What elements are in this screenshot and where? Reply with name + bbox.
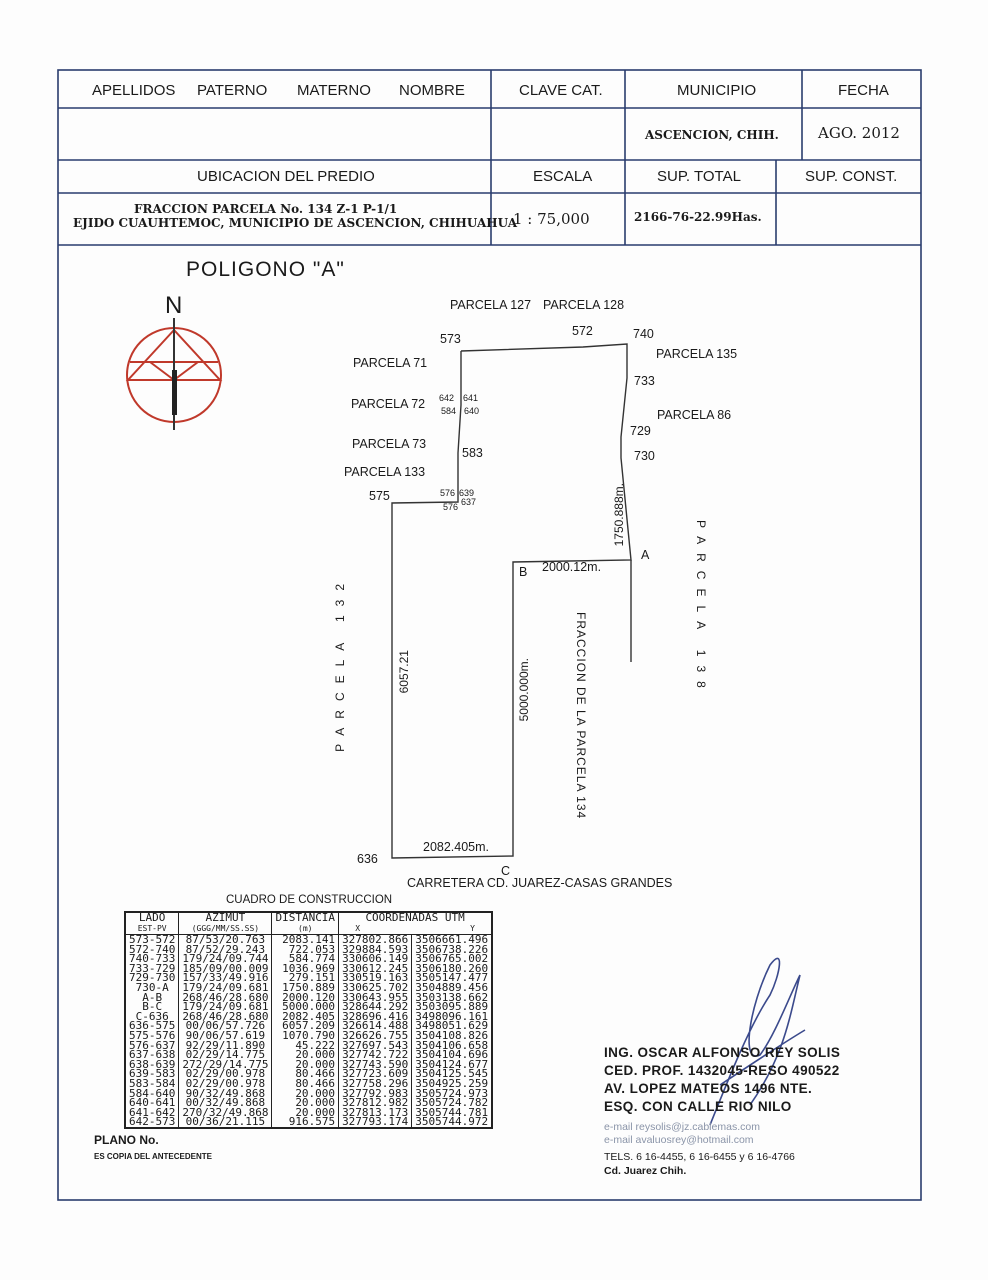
- plano-no-label: PLANO No.: [94, 1133, 159, 1147]
- cell-azimut: 02/29/00.978: [179, 1079, 272, 1089]
- col-materno: MATERNO: [297, 82, 371, 99]
- col-nombre: NOMBRE: [399, 82, 465, 99]
- vertex-b: B: [519, 565, 528, 579]
- cell-distancia: 20.000: [272, 1060, 339, 1070]
- engineer-address-2: ESQ. CON CALLE RIO NILO: [604, 1099, 792, 1114]
- col-ubicacion: UBICACION DEL PREDIO: [197, 168, 375, 185]
- cell-y: 3505744.781: [412, 1108, 492, 1118]
- col-escala: ESCALA: [533, 168, 593, 185]
- cell-y: 3506738.226: [412, 945, 492, 955]
- vertex-740: 740: [633, 327, 654, 341]
- label-parcela-71: PARCELA 71: [353, 356, 428, 370]
- cell-x: 330606.149: [339, 954, 412, 964]
- cell-x: 328644.292: [339, 1002, 412, 1012]
- copia-label: ES COPIA DEL ANTECEDENTE: [94, 1152, 212, 1161]
- cell-x: 330643.955: [339, 993, 412, 1003]
- th-lado: LADO EST-PV: [125, 912, 179, 935]
- vertex-639: 639: [459, 488, 475, 498]
- cell-y: 3505724.782: [412, 1098, 492, 1108]
- vertex-636: 636: [357, 852, 378, 866]
- cell-lado: 584-640: [125, 1089, 179, 1099]
- label-parcela-135: PARCELA 135: [656, 347, 738, 361]
- cell-lado: 730-A: [125, 983, 179, 993]
- distance-a-b: 2000.12m.: [542, 560, 602, 574]
- cell-azimut: 268/46/28.680: [179, 1012, 272, 1022]
- label-parcela-86: PARCELA 86: [657, 408, 732, 422]
- cell-x: 327758.296: [339, 1079, 412, 1089]
- cell-distancia: 722.053: [272, 945, 339, 955]
- label-fraccion: FRACCION DE LA PARCELA 134: [574, 612, 588, 820]
- cell-distancia: 80.466: [272, 1079, 339, 1089]
- ubicacion-line-1: FRACCION PARCELA No. 134 Z-1 P-1/1: [134, 202, 398, 216]
- vertex-642: 642: [439, 393, 455, 403]
- label-parcela-73: PARCELA 73: [352, 437, 427, 451]
- cell-distancia: 80.466: [272, 1069, 339, 1079]
- distance-730-a: 1750.888m.: [612, 483, 626, 547]
- telephones: TELS. 6 16-4455, 6 16-6455 y 6 16-4766: [604, 1151, 795, 1163]
- cell-x: 329884.593: [339, 945, 412, 955]
- cell-lado: 733-729: [125, 964, 179, 974]
- cell-lado: 573-572: [125, 935, 179, 945]
- th-coordenadas: COORDENADAS UTM X Y: [339, 912, 493, 935]
- label-parcela-138: PARCELA 138: [694, 520, 708, 697]
- cell-lado: 641-642: [125, 1108, 179, 1118]
- cell-x: 327723.609: [339, 1069, 412, 1079]
- cell-distancia: 2082.405: [272, 1012, 339, 1022]
- col-clave: CLAVE CAT.: [519, 82, 603, 99]
- cell-distancia: 45.222: [272, 1041, 339, 1051]
- col-fecha: FECHA: [838, 82, 889, 99]
- cell-lado: 572-740: [125, 945, 179, 955]
- label-parcela-132: PARCELA 132: [333, 575, 347, 752]
- vertex-584: 584: [441, 406, 457, 416]
- label-parcela-133: PARCELA 133: [344, 465, 426, 479]
- engineer-cedula: CED. PROF. 1432045-RESO 490522: [604, 1063, 840, 1078]
- vertex-583: 583: [462, 446, 483, 460]
- cell-x: 327812.982: [339, 1098, 412, 1108]
- cell-distancia: 2000.120: [272, 993, 339, 1003]
- col-paterno: PATERNO: [197, 82, 268, 99]
- cell-x: 326626.755: [339, 1031, 412, 1041]
- cell-y: 3505147.477: [412, 973, 492, 983]
- cell-lado: 729-730: [125, 973, 179, 983]
- cell-lado: 740-733: [125, 954, 179, 964]
- table-row: [125, 1117, 492, 1128]
- cell-y: 3505724.973: [412, 1089, 492, 1099]
- cell-distancia: 20.000: [272, 1108, 339, 1118]
- vertex-576b: 576: [443, 502, 459, 512]
- cell-y: 3504925.259: [412, 1079, 492, 1089]
- cell-distancia: 20.000: [272, 1089, 339, 1099]
- label-parcela-128: PARCELA 128: [543, 298, 625, 312]
- cell-distancia: 1070.790: [272, 1031, 339, 1041]
- cell-distancia: 1036.969: [272, 964, 339, 974]
- distance-c-636: 2082.405m.: [423, 840, 490, 854]
- cell-azimut: 157/33/49.916: [179, 973, 272, 983]
- email-1: e-mail reysolis@jz.cablemas.com: [604, 1121, 760, 1133]
- fecha-value: AGO. 2012: [818, 124, 900, 142]
- th-azimut: AZIMUT (GGG/MM/SS.SS): [179, 912, 272, 935]
- north-label: N: [165, 292, 183, 319]
- cell-distancia: 20.000: [272, 1098, 339, 1108]
- cell-azimut: 02/29/00.978: [179, 1069, 272, 1079]
- cell-lado: 642-573: [125, 1117, 179, 1128]
- label-carretera: CARRETERA CD. JUAREZ-CASAS GRANDES: [407, 876, 673, 890]
- vertex-637: 637: [461, 497, 477, 507]
- cell-distancia: 584.774: [272, 954, 339, 964]
- cell-lado: C-636: [125, 1012, 179, 1022]
- email-2: e-mail avaluosrey@hotmail.com: [604, 1134, 754, 1146]
- cell-x: 327697.543: [339, 1041, 412, 1051]
- vertex-733: 733: [634, 374, 655, 388]
- cell-lado: 637-638: [125, 1050, 179, 1060]
- cell-distancia: 916.575: [272, 1117, 339, 1128]
- cell-distancia: 6057.209: [272, 1021, 339, 1031]
- distance-636-575: 6057.21: [397, 650, 411, 694]
- cell-azimut: 179/24/09.744: [179, 954, 272, 964]
- cell-y: 3505744.972: [412, 1117, 492, 1128]
- cell-azimut: 270/32/49.868: [179, 1108, 272, 1118]
- polygon-outline: [392, 344, 631, 858]
- cell-azimut: 00/32/49.868: [179, 1098, 272, 1108]
- cell-lado: 640-641: [125, 1098, 179, 1108]
- cell-azimut: 272/29/14.775: [179, 1060, 272, 1070]
- construction-table: [124, 911, 493, 1129]
- cell-y: 3504889.456: [412, 983, 492, 993]
- polygon-title: POLIGONO "A": [186, 258, 345, 281]
- col-sup-const: SUP. CONST.: [805, 168, 898, 185]
- cell-distancia: 20.000: [272, 1050, 339, 1060]
- cell-y: 3504104.696: [412, 1050, 492, 1060]
- cell-lado: 575-576: [125, 1031, 179, 1041]
- vertex-576: 576: [440, 488, 456, 498]
- cuadro-title: CUADRO DE CONSTRUCCION: [226, 894, 393, 906]
- vertex-572: 572: [572, 324, 593, 338]
- vertex-730: 730: [634, 449, 655, 463]
- cell-azimut: 185/09/00.009: [179, 964, 272, 974]
- cell-azimut: 179/24/09.681: [179, 1002, 272, 1012]
- cell-lado: 638-639: [125, 1060, 179, 1070]
- cell-x: 327792.983: [339, 1089, 412, 1099]
- cell-x: 327742.722: [339, 1050, 412, 1060]
- col-municipio: MUNICIPIO: [677, 82, 757, 99]
- cell-y: 3498051.629: [412, 1021, 492, 1031]
- col-sup-total: SUP. TOTAL: [657, 168, 741, 185]
- municipio-value: ASCENCION, CHIH.: [645, 128, 779, 142]
- cell-y: 3504125.545: [412, 1069, 492, 1079]
- cell-x: 327743.590: [339, 1060, 412, 1070]
- cell-lado: 576-637: [125, 1041, 179, 1051]
- vertex-c: C: [501, 864, 511, 878]
- cell-distancia: 5000.000: [272, 1002, 339, 1012]
- th-distancia: DISTANCIA (m): [272, 912, 339, 935]
- engineer-name: ING. OSCAR ALFONSO REY SOLIS: [604, 1045, 841, 1060]
- vertex-641: 641: [463, 393, 479, 403]
- city: Cd. Juarez Chih.: [604, 1165, 687, 1177]
- cell-azimut: 268/46/28.680: [179, 993, 272, 1003]
- cell-x: 327813.173: [339, 1108, 412, 1118]
- cell-y: 3503095.889: [412, 1002, 492, 1012]
- cell-x: 326614.488: [339, 1021, 412, 1031]
- cell-lado: B-C: [125, 1002, 179, 1012]
- cell-azimut: 02/29/14.775: [179, 1050, 272, 1060]
- cell-lado: 639-583: [125, 1069, 179, 1079]
- vertex-640: 640: [464, 406, 480, 416]
- col-apellidos: APELLIDOS: [92, 82, 176, 99]
- cell-azimut: 87/52/29.243: [179, 945, 272, 955]
- cell-y: 3503138.662: [412, 993, 492, 1003]
- cell-azimut: 00/36/21.115: [179, 1117, 272, 1128]
- cell-distancia: 1750.889: [272, 983, 339, 993]
- label-parcela-72: PARCELA 72: [351, 397, 426, 411]
- ubicacion-line-2: EJIDO CUAUHTEMOC, MUNICIPIO DE ASCENCION, CHIHUAHUA: [73, 216, 518, 230]
- cell-azimut: 90/32/49.868: [179, 1089, 272, 1099]
- distance-b-c: 5000.000m.: [517, 658, 531, 722]
- cell-y: 3498096.161: [412, 1012, 492, 1022]
- cell-x: 327802.866: [339, 935, 412, 945]
- cell-azimut: 92/29/11.890: [179, 1041, 272, 1051]
- cell-azimut: 90/06/57.619: [179, 1031, 272, 1041]
- cell-lado: 636-575: [125, 1021, 179, 1031]
- cell-azimut: 87/53/20.763: [179, 935, 272, 945]
- cell-x: 330612.245: [339, 964, 412, 974]
- escala-value: 1 : 75,000: [513, 210, 590, 228]
- cell-y: 3506180.260: [412, 964, 492, 974]
- cell-azimut: 179/24/09.681: [179, 983, 272, 993]
- cell-y: 3506765.002: [412, 954, 492, 964]
- cell-lado: 583-584: [125, 1079, 179, 1089]
- cell-lado: A-B: [125, 993, 179, 1003]
- cell-distancia: 2083.141: [272, 935, 339, 945]
- cell-x: 330625.702: [339, 983, 412, 993]
- vertex-729: 729: [630, 424, 651, 438]
- cell-distancia: 279.151: [272, 973, 339, 983]
- label-parcela-127: PARCELA 127: [450, 298, 532, 312]
- vertex-a: A: [641, 548, 650, 562]
- cell-x: 330519.163: [339, 973, 412, 983]
- cell-y: 3504108.826: [412, 1031, 492, 1041]
- vertex-573: 573: [440, 332, 461, 346]
- cell-y: 3506661.496: [412, 935, 492, 945]
- cell-azimut: 00/06/57.726: [179, 1021, 272, 1031]
- sup-total-value: 2166-76-22.99Has.: [634, 210, 762, 224]
- cell-y: 3504124.677: [412, 1060, 492, 1070]
- vertex-575: 575: [369, 489, 390, 503]
- engineer-address-1: AV. LOPEZ MATEOS 1496 NTE.: [604, 1081, 813, 1096]
- cell-x: 328696.416: [339, 1012, 412, 1022]
- north-arrow-icon: [127, 318, 221, 430]
- cell-y: 3504106.658: [412, 1041, 492, 1051]
- cell-x: 327793.174: [339, 1117, 412, 1128]
